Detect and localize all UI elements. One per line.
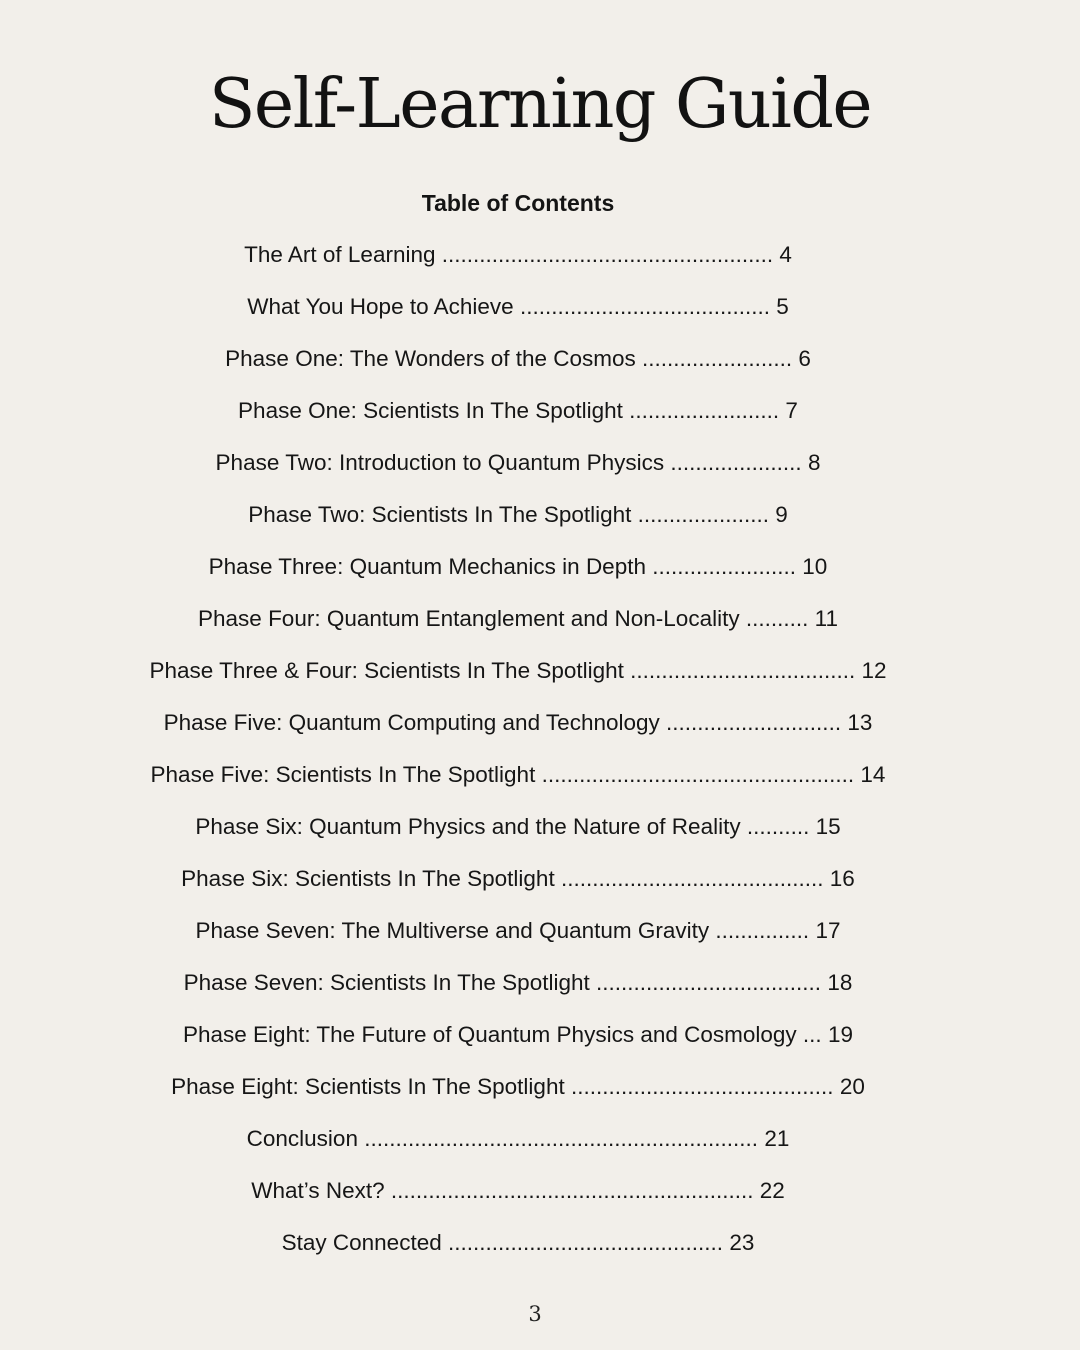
toc-entry-label: Phase One: Scientists In The Spotlight: [238, 398, 623, 423]
toc-entry-label: Phase Eight: The Future of Quantum Physics and Cosmology: [183, 1022, 797, 1047]
toc-entry-label: Phase Two: Scientists In The Spotlight: [248, 502, 632, 527]
toc-leader-dots: ....................................: [596, 970, 822, 995]
toc-entry: [0, 338, 1036, 390]
toc-leader-dots: ..........................................: [570, 1074, 834, 1099]
toc-leader-dots: ...............: [715, 918, 810, 943]
toc-entry-label: Phase Five: Scientists In The Spotlight: [150, 762, 536, 787]
toc-entry-page: 18: [827, 970, 853, 995]
toc-entry-page: 16: [829, 866, 855, 891]
toc-entry-label: Phase Three & Four: Scientists In The Spotlight: [149, 658, 624, 683]
toc-entry-label: The Art of Learning: [244, 242, 436, 267]
toc-entry-page: 10: [802, 554, 828, 579]
toc-entry: [0, 806, 1036, 858]
toc-entry: [0, 1170, 1036, 1222]
toc-leader-dots: ..................................................: [541, 762, 855, 787]
toc-entry-page: 23: [729, 1230, 755, 1255]
toc-entry-page: 8: [807, 450, 821, 475]
toc-entry-label: Phase Two: Introduction to Quantum Physics: [215, 450, 665, 475]
toc-entry-label: What You Hope to Achieve: [247, 294, 514, 319]
toc-entry: [0, 286, 1036, 338]
toc-entry-label: Phase Eight: Scientists In The Spotlight: [171, 1074, 565, 1099]
toc-entry: [0, 858, 1036, 910]
toc-entry-page: 12: [861, 658, 887, 683]
toc-entry: [0, 234, 1036, 286]
toc-heading: Table of Contents: [421, 190, 615, 216]
toc-leader-dots: ........................: [642, 346, 793, 371]
toc-entry-label: Phase Seven: Scientists In The Spotlight: [183, 970, 590, 995]
toc-leader-dots: .......................: [652, 554, 797, 579]
toc-entry-label: Phase One: The Wonders of the Cosmos: [225, 346, 636, 371]
toc-entry-page: 14: [860, 762, 886, 787]
toc-leader-dots: ..........: [745, 606, 809, 631]
toc-leader-dots: ........................: [629, 398, 780, 423]
toc-entry-page: 22: [759, 1178, 785, 1203]
toc-entry-label: Phase Five: Quantum Computing and Technology: [163, 710, 660, 735]
toc-leader-dots: ........................................: [519, 294, 770, 319]
toc-leader-dots: ..........................................: [560, 866, 824, 891]
table-of-contents: [0, 234, 1036, 1274]
toc-entry: [0, 962, 1036, 1014]
toc-entry-label: Conclusion: [246, 1126, 358, 1151]
toc-entry: [0, 650, 1036, 702]
toc-leader-dots: .....................: [670, 450, 802, 475]
toc-entry-label: Stay Connected: [281, 1230, 442, 1255]
toc-entry: [0, 1014, 1036, 1066]
toc-entry-page: 13: [847, 710, 873, 735]
toc-leader-dots: ..........................................................: [390, 1178, 754, 1203]
toc-entry-label: Phase Seven: The Multiverse and Quantum Gravity: [195, 918, 710, 943]
toc-entry-page: 21: [764, 1126, 790, 1151]
toc-entry: [0, 390, 1036, 442]
toc-leader-dots: .....................................................: [441, 242, 774, 267]
toc-entry-page: 15: [815, 814, 841, 839]
toc-leader-dots: ............................: [666, 710, 842, 735]
toc-entry: [0, 442, 1036, 494]
toc-entry-page: 4: [779, 242, 792, 267]
toc-entry-page: 11: [814, 606, 838, 631]
page-title: Self-Learning Guide: [208, 65, 872, 144]
toc-entry-label: What’s Next?: [251, 1178, 385, 1203]
toc-entry: [0, 1118, 1036, 1170]
page-number: 3: [528, 1302, 542, 1326]
toc-entry: [0, 546, 1036, 598]
toc-entry-page: 9: [775, 502, 788, 527]
toc-entry-page: 19: [827, 1022, 853, 1047]
toc-entry: [0, 754, 1036, 806]
toc-leader-dots: ..........: [746, 814, 810, 839]
toc-entry-page: 7: [785, 398, 798, 423]
toc-leader-dots: ....................................: [630, 658, 856, 683]
toc-entry: [0, 1066, 1036, 1118]
toc-entry-page: 17: [815, 918, 841, 943]
toc-entry: [0, 494, 1036, 546]
toc-entry: [0, 910, 1036, 962]
toc-entry-label: Phase Six: Scientists In The Spotlight: [181, 866, 555, 891]
toc-entry-page: 6: [798, 346, 811, 371]
toc-entry: [0, 1222, 1036, 1274]
toc-leader-dots: ...............................................................: [364, 1126, 759, 1151]
toc-entry: [0, 598, 1036, 650]
toc-entry-page: 20: [839, 1074, 865, 1099]
toc-entry-page: 5: [776, 294, 789, 319]
toc-entry-label: Phase Four: Quantum Entanglement and Non-Locality: [198, 606, 740, 631]
toc-entry-label: Phase Three: Quantum Mechanics in Depth: [208, 554, 646, 579]
toc-entry: [0, 702, 1036, 754]
toc-leader-dots: ...: [802, 1022, 822, 1047]
toc-leader-dots: .....................: [637, 502, 769, 527]
toc-leader-dots: ............................................: [448, 1230, 724, 1255]
toc-entry-label: Phase Six: Quantum Physics and the Nature of Reality: [195, 814, 741, 839]
